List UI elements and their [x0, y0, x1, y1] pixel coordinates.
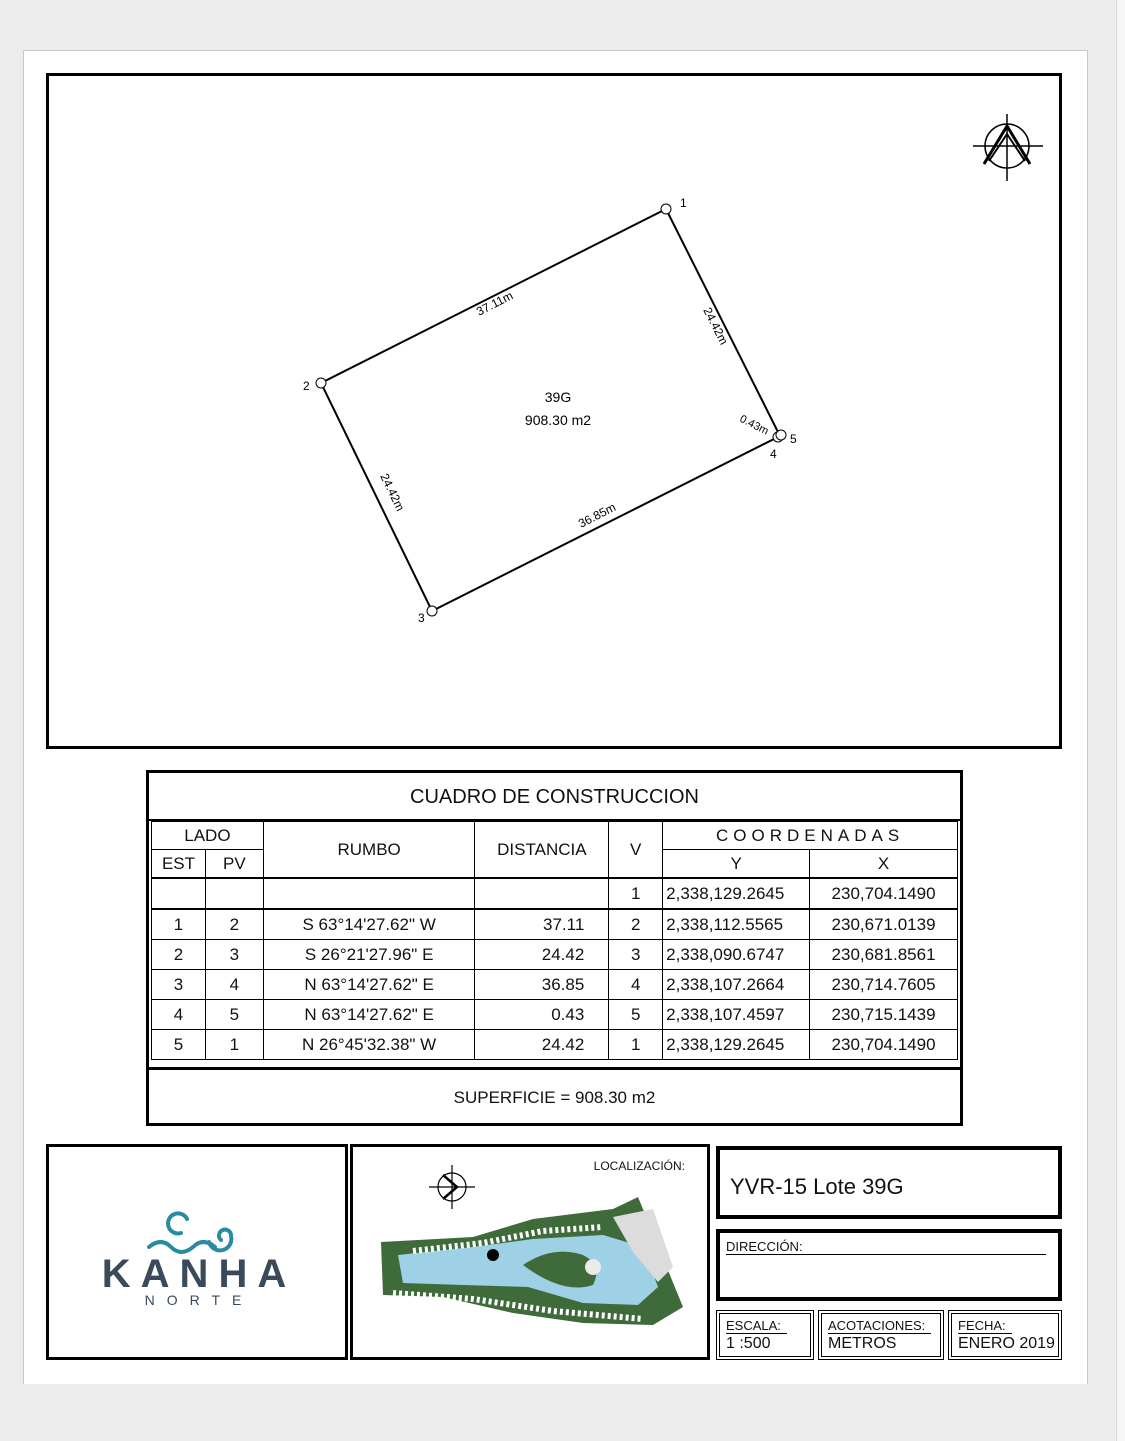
cell-x: 230,671.0139	[810, 909, 958, 940]
acotaciones-label: ACOTACIONES:	[828, 1318, 931, 1334]
location-label: LOCALIZACIÓN:	[593, 1159, 685, 1173]
cell-distancia: 0.43	[475, 1000, 609, 1030]
cell-est: 2	[152, 940, 206, 970]
escala-value: 1 :500	[726, 1335, 771, 1352]
table-row	[152, 878, 958, 909]
vertex-label-4: 4	[770, 447, 777, 461]
cell-v: 2	[609, 909, 663, 940]
fecha-value: ENERO 2019	[958, 1335, 1055, 1352]
cell-x: 230,681.8561	[810, 940, 958, 970]
cell-pv: 5	[205, 1000, 263, 1030]
site-map-icon	[381, 1197, 683, 1325]
cell-rumbo: N 63°14'27.62" E	[263, 1000, 475, 1030]
cell-rumbo: N 26°45'32.38" W	[263, 1030, 475, 1060]
segment-label-4-5: 0.43m	[737, 412, 771, 438]
header-x: X	[810, 850, 958, 879]
header-rumbo: RUMBO	[263, 822, 475, 879]
cell-x: 230,704.1490	[810, 878, 958, 909]
vertex-label-5: 5	[790, 432, 797, 446]
vertex-label-2: 2	[303, 379, 310, 393]
header-lado: LADO	[152, 822, 264, 850]
cell-distancia: 36.85	[475, 970, 609, 1000]
segment-label-1-2: 37.11m	[474, 288, 516, 319]
cell-y: 2,338,129.2645	[663, 878, 810, 909]
fecha-label: FECHA:	[958, 1318, 1012, 1334]
construction-table	[151, 821, 958, 1060]
cell-x: 230,715.1439	[810, 1000, 958, 1030]
header-est: EST	[152, 850, 206, 879]
cell-y: 2,338,129.2645	[663, 1030, 810, 1060]
table-row	[152, 970, 958, 1000]
cell-pv: 3	[205, 940, 263, 970]
segment-label-1-5: 24.42m	[700, 305, 731, 348]
segment-label-3-4: 36.85m	[576, 500, 619, 531]
cell-v: 1	[609, 1030, 663, 1060]
cell-y: 2,338,112.5565	[663, 909, 810, 940]
lot-area: 908.30 m2	[524, 412, 592, 428]
cell-y: 2,338,107.2664	[663, 970, 810, 1000]
vertex-label-1: 1	[680, 196, 687, 210]
header-pv: PV	[205, 850, 263, 879]
direccion-box	[716, 1229, 1062, 1301]
lot-label: 39G	[544, 389, 572, 405]
table-row	[152, 909, 958, 940]
title-box	[716, 1146, 1062, 1219]
table-row	[152, 1030, 958, 1060]
drawing-title: YVR-15 Lote 39G	[730, 1174, 904, 1199]
cell-est: 1	[152, 909, 206, 940]
north-arrow-small-icon	[429, 1165, 475, 1209]
vertex-marker-1	[661, 204, 671, 214]
lot-plan-frame	[46, 73, 1062, 749]
header-y: Y	[663, 850, 810, 879]
acotaciones-box	[818, 1310, 944, 1360]
location-box	[350, 1144, 710, 1360]
vertex-marker-3	[427, 606, 437, 616]
table-title: CUADRO DE CONSTRUCCION	[149, 773, 960, 821]
header-distancia: DISTANCIA	[475, 822, 609, 879]
vertex-markers	[316, 204, 786, 616]
logo-subtitle: NORTE	[144, 1292, 254, 1308]
acotaciones-value: METROS	[828, 1335, 897, 1352]
cell-rumbo: N 63°14'27.62" E	[263, 970, 475, 1000]
cell-v: 3	[609, 940, 663, 970]
direccion-label: DIRECCIÓN:	[726, 1239, 1046, 1255]
logo-name: KANHA	[101, 1252, 297, 1296]
cell-v: 4	[609, 970, 663, 1000]
scrollbar[interactable]	[1116, 0, 1125, 1441]
cell-pv: 2	[205, 909, 263, 940]
wave-icon	[149, 1213, 231, 1252]
escala-label: ESCALA:	[726, 1318, 787, 1334]
construction-table-box	[146, 770, 963, 1126]
cell-v: 5	[609, 1000, 663, 1030]
superficie-total: SUPERFICIE = 908.30 m2	[149, 1067, 960, 1123]
logo-box	[46, 1144, 348, 1360]
north-arrow-icon	[973, 114, 1043, 181]
header-coordenadas: COORDENADAS	[663, 822, 958, 850]
table-row	[152, 940, 958, 970]
cell-v: 1	[609, 878, 663, 909]
cell-est: 5	[152, 1030, 206, 1060]
segment-label-2-3: 24.42m	[377, 471, 408, 514]
header-v: V	[609, 822, 663, 879]
cell-rumbo: S 26°21'27.96" E	[263, 940, 475, 970]
vertex-marker-2	[316, 378, 326, 388]
cell-distancia: 24.42	[475, 1030, 609, 1060]
cell-pv: 4	[205, 970, 263, 1000]
lot-boundary	[321, 209, 780, 611]
fecha-box	[948, 1310, 1062, 1360]
vertex-marker-5	[776, 430, 786, 440]
cell-y: 2,338,090.6747	[663, 940, 810, 970]
cell-distancia: 37.11	[475, 909, 609, 940]
kanha-logo	[49, 1147, 345, 1357]
cell-rumbo: S 63°14'27.62" W	[263, 909, 475, 940]
cell-est: 3	[152, 970, 206, 1000]
escala-box	[716, 1310, 814, 1360]
cell-x: 230,704.1490	[810, 1030, 958, 1060]
cell-pv: 1	[205, 1030, 263, 1060]
cell-x: 230,714.7605	[810, 970, 958, 1000]
cell-est: 4	[152, 1000, 206, 1030]
table-row	[152, 1000, 958, 1030]
location-map	[353, 1147, 707, 1357]
cell-distancia: 24.42	[475, 940, 609, 970]
cell-y: 2,338,107.4597	[663, 1000, 810, 1030]
vertex-label-3: 3	[418, 611, 425, 625]
lot-plan-drawing	[49, 76, 1059, 746]
